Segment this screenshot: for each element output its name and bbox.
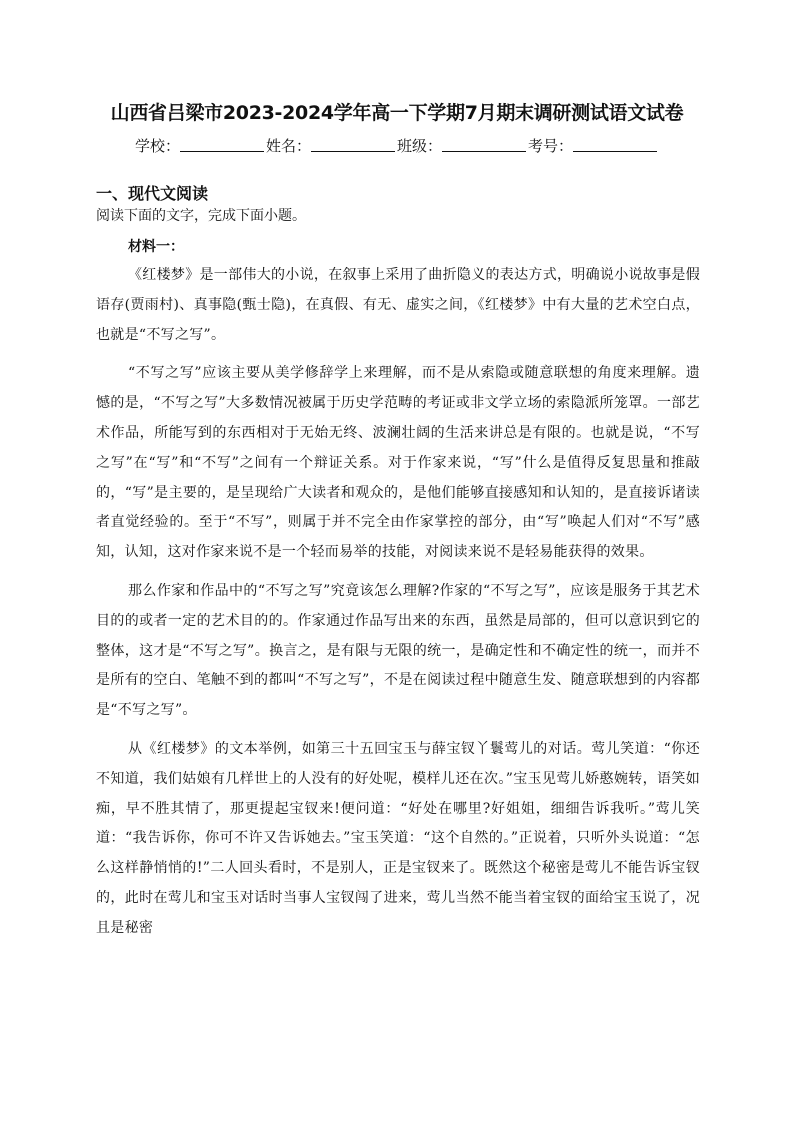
passage-body: [96, 261, 700, 953]
material-label: 材料一：: [128, 239, 184, 255]
passage-paragraph: 《红楼梦》是一部伟大的小说，在叙事上采用了曲折隐义的表达方式，明确说小说故事是假语存(贾雨村)、真事隐(甄士隐)，在真假、有无、虚实之间，《红楼梦》中有大量的艺术空白点，也就是“不写之写”。: [96, 267, 700, 343]
passage-paragraph: 从《红楼梦》的文本举例，如第三十五回宝玉与薛宝钗丫鬟莺儿的对话。莺儿笑道：“你还不知道，我们姑娘有几样世上的人没有的好处呢，模样儿还在次。”宝玉见莺儿娇憨婉转，语笑如痴，早不胜其情了，那更提起宝钗来!便问道：“好处在哪里?好姐姐，细细告诉我听。”莺儿笑道：“我告诉你，你可不许又告诉她去。”宝玉笑道：“这个自然的。”正说着，只听外头说道：“怎么这样静悄悄的!”二人回头看时，不是别人，正是宝钗来了。既然这个秘密是莺儿不能告诉宝钗的，此时在莺儿和宝玉对话时当事人宝钗闯了进来，莺儿当然不能当着宝钗的面给宝玉说了，况且是秘密: [96, 740, 700, 936]
exam-title: 山西省吕梁市2023-2024学年高一下学期7月期末调研测试语文试卷: [110, 102, 684, 124]
name-label: 姓名：: [265, 137, 311, 155]
section-heading: 一、现代文阅读: [96, 184, 209, 203]
school-label: 学校：: [134, 137, 180, 155]
class-blank: [442, 137, 526, 152]
exam-number-blank: [573, 137, 657, 152]
reading-instruction: 阅读下面的文字，完成下面小题。: [96, 208, 306, 224]
name-blank: [311, 137, 395, 152]
school-blank: [180, 137, 264, 152]
class-label: 班级：: [397, 137, 443, 155]
passage-paragraph: “不写之写”应该主要从美学修辞学上来理解，而不是从索隐或随意联想的角度来理解。遗憾的是，“不写之写”大多数情况被属于历史学范畴的考证或非文学立场的索隐派所笼罩。一部艺术作品，所能写到的东西相对于无始无终、波澜壮阔的生活来讲总是有限的。也就是说，“不写之写”在“写”和“不写”之间有一个辩证关系。对于作家来说，“写”什么是值得反复思量和推敲的，“写”是主要的，是呈现给广大读者和观众的，是他们能够直接感知和认知的，是直接诉诸读者直觉经验的。至于“不写”，则属于并不完全由作家掌控的部分，由“写”唤起人们对“不写”感知，认知，这对作家来说不是一个轻而易举的技能，对阅读来说不是轻易能获得的效果。: [96, 365, 700, 561]
exam-number-label: 考号：: [528, 137, 574, 155]
student-info-line: [0, 135, 794, 156]
passage-paragraph: 那么作家和作品中的“不写之写”究竟该怎么理解?作家的“不写之写”，应该是服务于其艺术目的的或者一定的艺术目的的。作家通过作品写出来的东西，虽然是局部的，但可以意识到它的整体，这才是“不写之写”。换言之，是有限与无限的统一，是确定性和不确定性的统一，而并不是所有的空白、笔触不到的都叫“不写之写”，不是在阅读过程中随意生发、随意联想到的内容都是“不写之写”。: [96, 582, 700, 719]
